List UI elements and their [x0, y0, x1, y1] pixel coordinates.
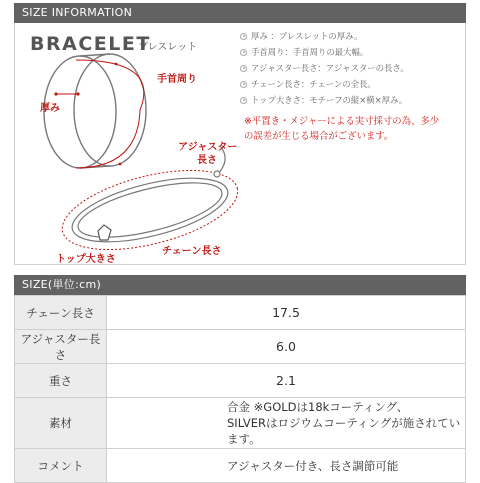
spec-value-material [107, 398, 466, 449]
bracelet-title: BRACELET [30, 33, 151, 55]
spec-value-adjuster-length: 6.0 [107, 330, 466, 364]
size-table-header: SIZE(単位:cm) [14, 275, 466, 295]
thickness-label: 厚み [40, 103, 60, 114]
note-line-2: の誤差が生じる場合がございます。 [244, 131, 394, 142]
circle-bullet-icon [240, 49, 247, 56]
spec-key-material: 素材 [15, 398, 107, 449]
size-table [14, 295, 466, 483]
chain-length-label: チェーン長さ [162, 246, 222, 257]
wrist-label: 手首周り [157, 74, 197, 85]
measurement-note [244, 114, 462, 144]
size-legend [240, 28, 462, 108]
table-row [15, 449, 466, 483]
charm-top [98, 225, 111, 240]
spec-key-adjuster-length: アジャスター長さ [15, 330, 107, 364]
legend-item: チェーン長さ：チェーンの全長。 [240, 76, 462, 92]
clasp [214, 171, 220, 177]
circle-bullet-icon [240, 81, 247, 88]
bracelet-ring-back [74, 54, 146, 166]
bracelet-subtitle: ブレスレット [138, 42, 198, 53]
note-line-1: ※平置き・メジャーによる実寸採寸の為、多少 [244, 116, 440, 127]
table-row [15, 398, 466, 449]
material-line-1: 合金 ※GOLDは18kコーティング、 [227, 400, 409, 414]
top-size-label: トップ大きさ [56, 254, 116, 265]
spec-value-comment: アジャスター付き、長さ調節可能 [107, 449, 466, 483]
circle-bullet-icon [240, 33, 247, 40]
table-row [15, 364, 466, 398]
circle-bullet-icon [240, 65, 247, 72]
material-line-2: SILVERはロジウムコーティングが施されています。 [227, 416, 461, 446]
legend-item: アジャスター長さ：アジャスターの長さ。 [240, 60, 462, 76]
table-row [15, 330, 466, 364]
legend-item: 厚み ：ブレスレットの厚み。 [240, 28, 462, 44]
spec-value-chain-length: 17.5 [107, 296, 466, 330]
circle-bullet-icon [240, 97, 247, 104]
spec-key-chain-length: チェーン長さ [15, 296, 107, 330]
spec-key-weight: 重さ [15, 364, 107, 398]
spec-value-weight: 2.1 [107, 364, 466, 398]
size-information-header: SIZE INFORMATION [14, 3, 466, 23]
spec-key-comment: コメント [15, 449, 107, 483]
table-row [15, 296, 466, 330]
adjuster-label-line1: アジャスター [178, 142, 238, 153]
legend-item: 手首周り：手首周りの最大幅。 [240, 44, 462, 60]
legend-item: トップ大きさ：モチーフの縦×横×厚み。 [240, 92, 462, 108]
wrist-arc-lower [76, 110, 140, 168]
adjuster-label-line2: 長さ [197, 155, 217, 166]
